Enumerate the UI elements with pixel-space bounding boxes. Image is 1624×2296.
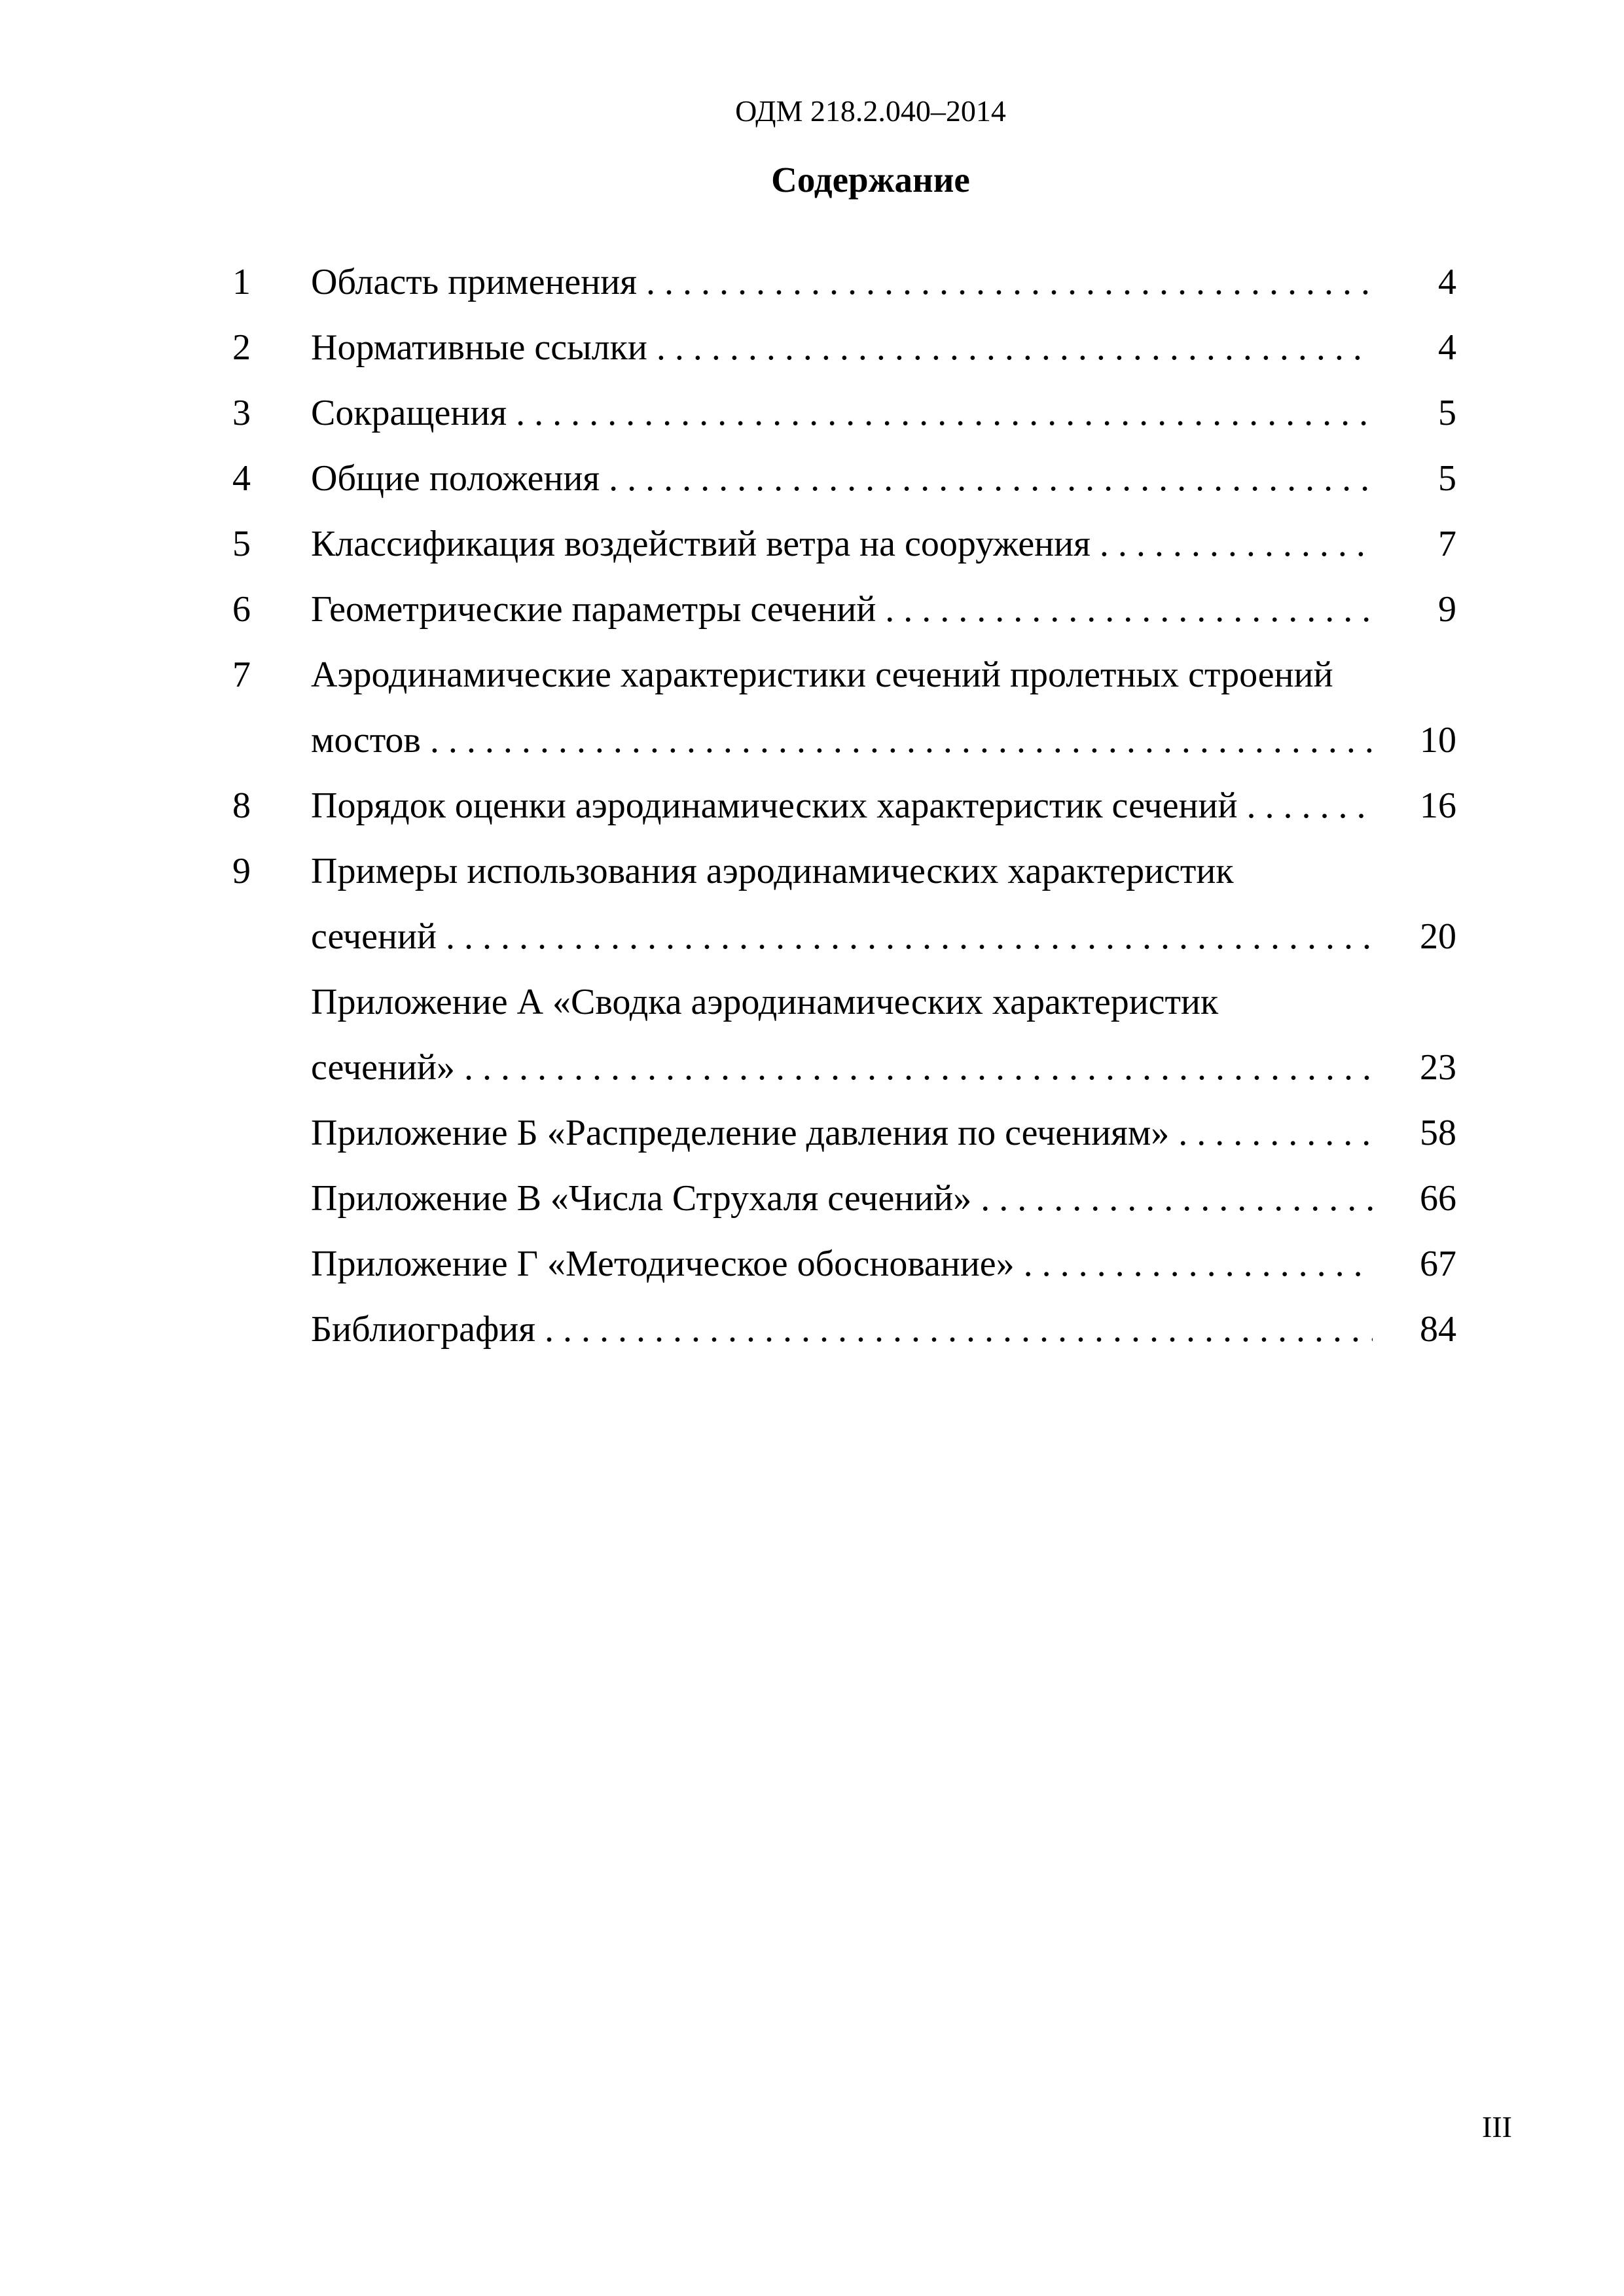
toc-entry-number: 5 bbox=[232, 524, 251, 564]
toc-entry-title[interactable]: Нормативные ссылки . . . bbox=[311, 325, 1384, 370]
toc-appendix-title[interactable]: Приложение А «Сводка аэродинамических характеристик bbox=[311, 982, 1219, 1022]
toc-entry-page: 58 bbox=[1420, 1113, 1456, 1153]
toc-entry-title[interactable]: Примеры использования аэродинамических характеристик bbox=[311, 851, 1234, 891]
toc-entry-page: 4 bbox=[1438, 327, 1456, 368]
toc-entry-page: 67 bbox=[1420, 1244, 1456, 1284]
page-number: III bbox=[1482, 2110, 1512, 2144]
toc-entry-number: 7 bbox=[232, 655, 251, 695]
toc-entry-page: 84 bbox=[1420, 1309, 1456, 1350]
toc-entry-page: 5 bbox=[1438, 458, 1456, 499]
toc-entry-page: 16 bbox=[1420, 785, 1456, 826]
toc-entry-title[interactable]: Геометрические параметры сечений . . . bbox=[311, 586, 1384, 632]
toc-appendix-title[interactable]: Приложение В «Числа Струхаля сечений» . . . bbox=[311, 1175, 1384, 1221]
toc-entry-title-continuation[interactable]: мостов . . . bbox=[311, 717, 1384, 763]
toc-entry-number: 6 bbox=[232, 589, 251, 630]
toc-entry-page: 4 bbox=[1438, 262, 1456, 302]
toc-entry-title[interactable]: Классификация воздействий ветра на сооружения . . . bbox=[311, 521, 1384, 567]
toc-title: Содержание bbox=[771, 160, 970, 200]
toc-entry-number: 8 bbox=[232, 785, 251, 826]
toc-appendix-title[interactable]: Приложение Г «Методическое обоснование» . . . bbox=[311, 1241, 1384, 1287]
toc-entry-title[interactable]: Область применения . . . bbox=[311, 259, 1384, 305]
toc-bibliography-title[interactable]: Библиография . . . bbox=[311, 1306, 1384, 1352]
toc-entry-number: 1 bbox=[232, 262, 251, 302]
toc-entry-page: 10 bbox=[1420, 720, 1456, 761]
toc-entry-page: 23 bbox=[1420, 1047, 1456, 1088]
toc-entry-page: 5 bbox=[1438, 393, 1456, 433]
toc-entry-title[interactable]: Порядок оценки аэродинамических характеристик сечений . . . bbox=[311, 783, 1384, 829]
toc-entry-page: 7 bbox=[1438, 524, 1456, 564]
toc-appendix-title-continuation[interactable]: сечений» . . . bbox=[311, 1045, 1384, 1090]
toc-entry-number: 4 bbox=[232, 458, 251, 499]
toc-entry-title[interactable]: Общие положения . . . bbox=[311, 456, 1384, 501]
toc-entry-page: 66 bbox=[1420, 1178, 1456, 1219]
toc-appendix-title[interactable]: Приложение Б «Распределение давления по сечениям» . . . bbox=[311, 1110, 1384, 1156]
toc-entry-title[interactable]: Сокращения . . . bbox=[311, 390, 1384, 436]
toc-entry-title-continuation[interactable]: сечений . . . bbox=[311, 914, 1384, 960]
toc-entry-title[interactable]: Аэродинамические характеристики сечений пролетных строений bbox=[311, 655, 1333, 695]
toc-entry-page: 20 bbox=[1420, 916, 1456, 957]
toc-entry-page: 9 bbox=[1438, 589, 1456, 630]
toc-entry-number: 9 bbox=[232, 851, 251, 891]
document-code: ОДМ 218.2.040–2014 bbox=[735, 94, 1006, 128]
toc-entry-number: 3 bbox=[232, 393, 251, 433]
toc-entry-number: 2 bbox=[232, 327, 251, 368]
